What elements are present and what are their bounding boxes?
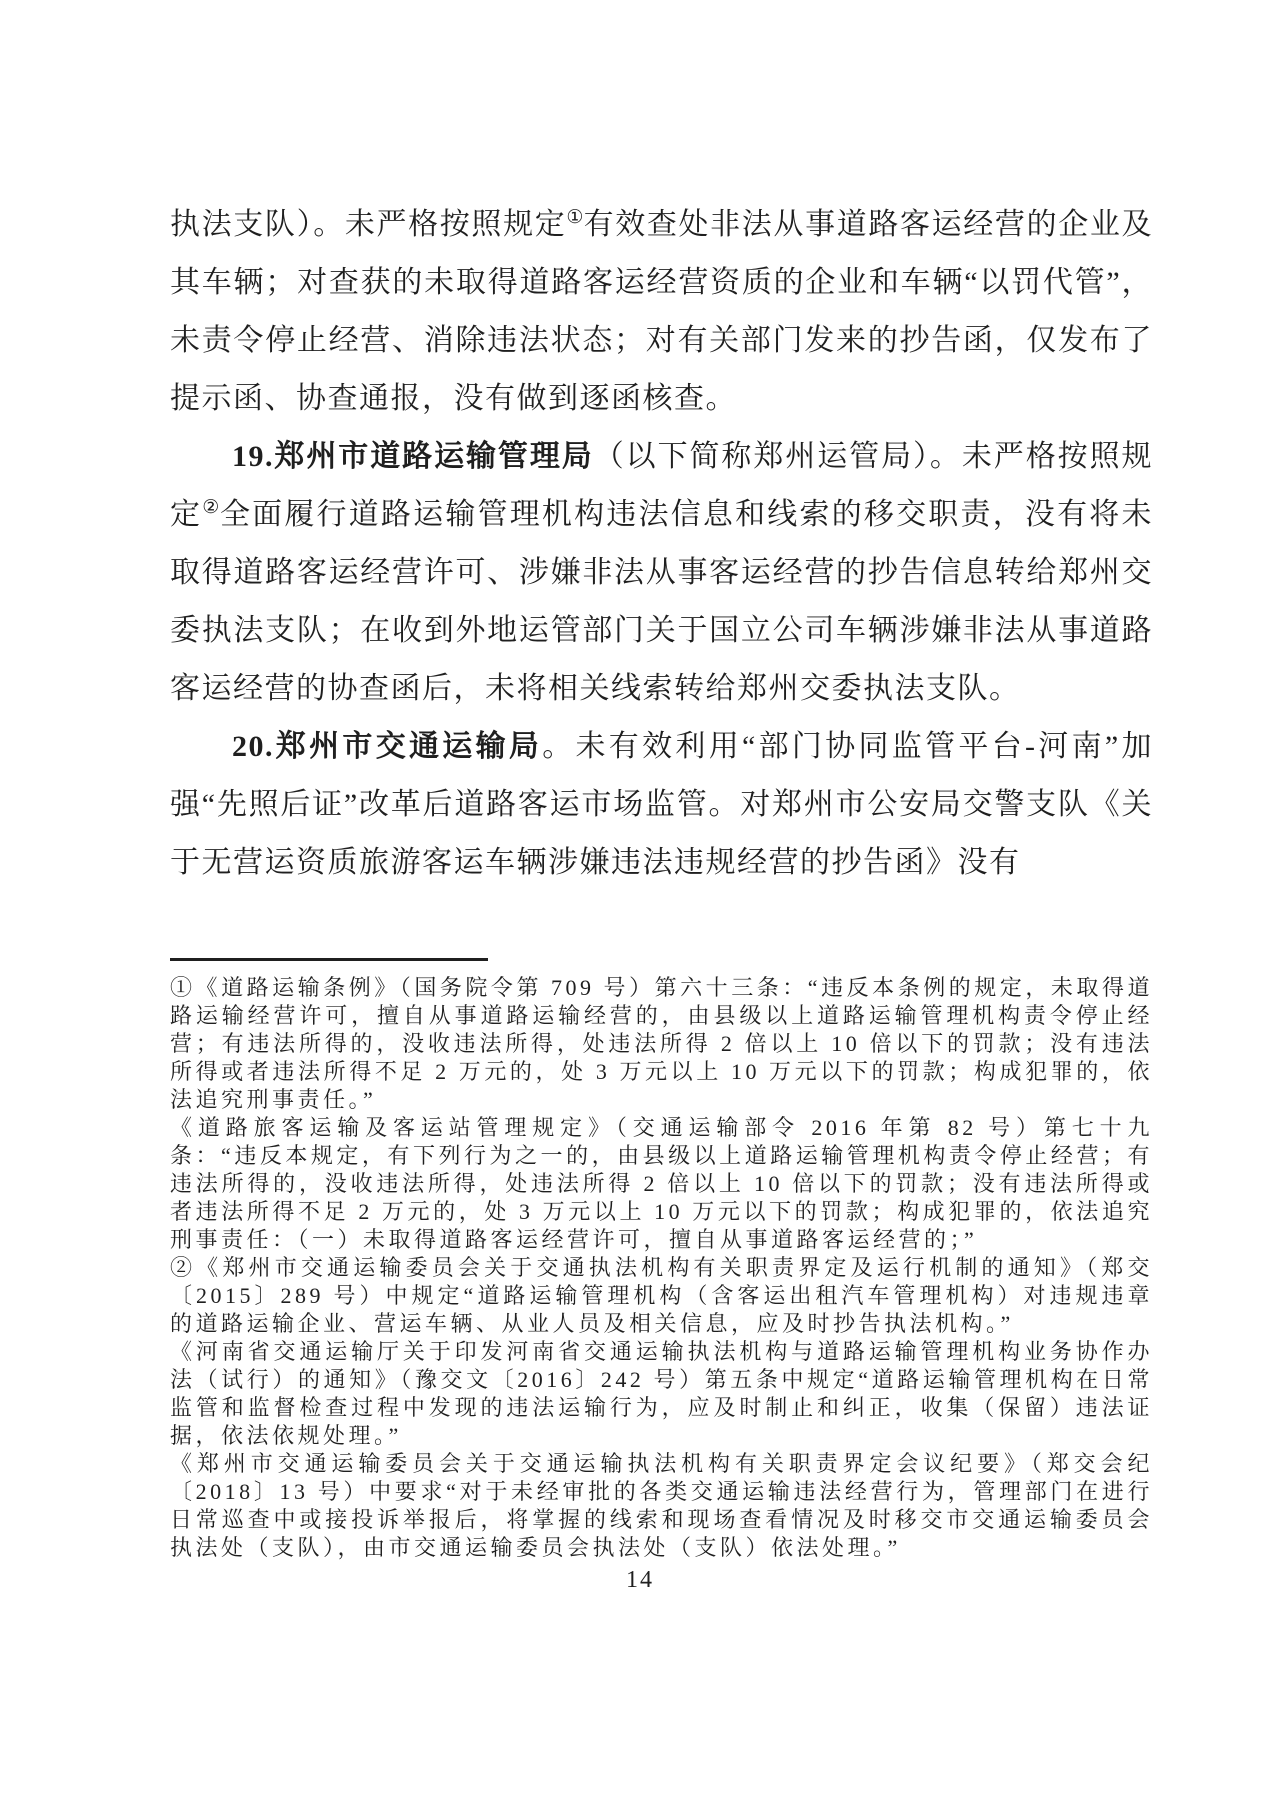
footnote-2: ②《郑州市交通运输委员会关于交通执法机构有关职责界定及运行机制的通知》（郑交〔2015〕289 号）中规定“道路运输管理机构（含客运出租汽车管理机构）对违规违章的道路运输企业、营运车辆、从业人员及相关信息，应及时抄告执法机构。”	[170, 1255, 1153, 1336]
footnote-separator	[170, 958, 488, 961]
footnote-2-continued-minutes: 《郑州市交通运输委员会关于交通运输执法机构有关职责界定会议纪要》（郑交会纪〔2018〕13 号）中要求“对于未经审批的各类交通运输违法经营行为，管理部门在进行日常巡查中或接投诉举报后，将掌握的线索和现场查看情况及时移交市交通运输委员会执法处（支队），由市交通运输委员会执法处（支队）依法处理。”	[170, 1451, 1153, 1560]
body-text-run: 全面履行道路运输管理机构违法信息和线索的移交职责，没有将未取得道路客运经营许可、涉嫌非法从事客运经营的抄告信息转给郑州交委执法支队；在收到外地运管部门关于国立公司车辆涉嫌非法从事道路客运经营的协查函后，未将相关线索转给郑州交委执法支队。	[170, 498, 1153, 705]
footnote-1-continued: 《道路旅客运输及客运站管理规定》（交通运输部令 2016 年第 82 号）第七十九条：“违反本规定，有下列行为之一的，由县级以上道路运输管理机构责令停止经营；有违法所得的，没收违法所得，处违法所得 2 倍以上 10 倍以下的罚款；没有违法所得或者违法所得不足 2 万元的，处 3 万元以上 10 万元以下的罚款；构成犯罪的，依法追究刑事责任：（一）未取得道路客运经营许可，擅自从事道路客运经营的；”	[170, 1115, 1153, 1252]
body-text-run: （以下简称郑州运管局）。未严格按照规定	[170, 440, 1154, 531]
footnote-ref-2: ②	[202, 497, 220, 518]
body-text-run: 执法支队）。未严格按照规定	[170, 208, 567, 241]
body-text-run: 。未有效利用“部门协同监管平台-河南”加强“先照后证”改革后道路客运市场监管。对郑州市公安局交警支队《关于无营运资质旅游客运车辆涉嫌违法违规经营的抄告函》没有	[170, 730, 1154, 879]
paragraph-19	[170, 428, 1153, 718]
footnote-1: ①《道路运输条例》（国务院令第 709 号）第六十三条：“违反本条例的规定，未取得道路运输经营许可，擅自从事道路运输经营的，由县级以上道路运输管理机构责令停止经营；有违法所得的，没收违法所得，处违法所得 2 倍以上 10 倍以下的罚款；没有违法所得或者违法所得不足 2 万元的，处 3 万元以上 10 万元以下的罚款；构成犯罪的，依法追究刑事责任。”	[170, 975, 1153, 1112]
footnote-2-continued-henan: 《河南省交通运输厅关于印发河南省交通运输执法机构与道路运输管理机构业务协作办法（试行）的通知》（豫交文〔2016〕242 号）第五条中规定“道路运输管理机构在日常监管和监督检查过程中发现的违法运输行为，应及时制止和纠正，收集（保留）违法证据，依法依规处理。”	[170, 1339, 1153, 1448]
paragraph-19-heading: 19.郑州市道路运输管理局	[232, 440, 594, 473]
body-text-run: 有效查处非法从事道路客运经营的企业及其车辆；对查获的未取得道路客运经营资质的企业和车辆“以罚代管”，未责令停止经营、消除违法状态；对有关部门发来的抄告函，仅发布了提示函、协查通报，没有做到逐函核查。	[170, 208, 1154, 415]
paragraph-20-heading: 20.郑州市交通运输局	[232, 730, 543, 763]
footnotes-section	[170, 974, 1153, 1562]
paragraph-20	[170, 718, 1153, 892]
paragraph-18-continuation	[170, 196, 1153, 428]
document-body	[170, 196, 1153, 892]
page-number: 14	[626, 1567, 654, 1593]
footnote-ref-1: ①	[566, 207, 584, 228]
